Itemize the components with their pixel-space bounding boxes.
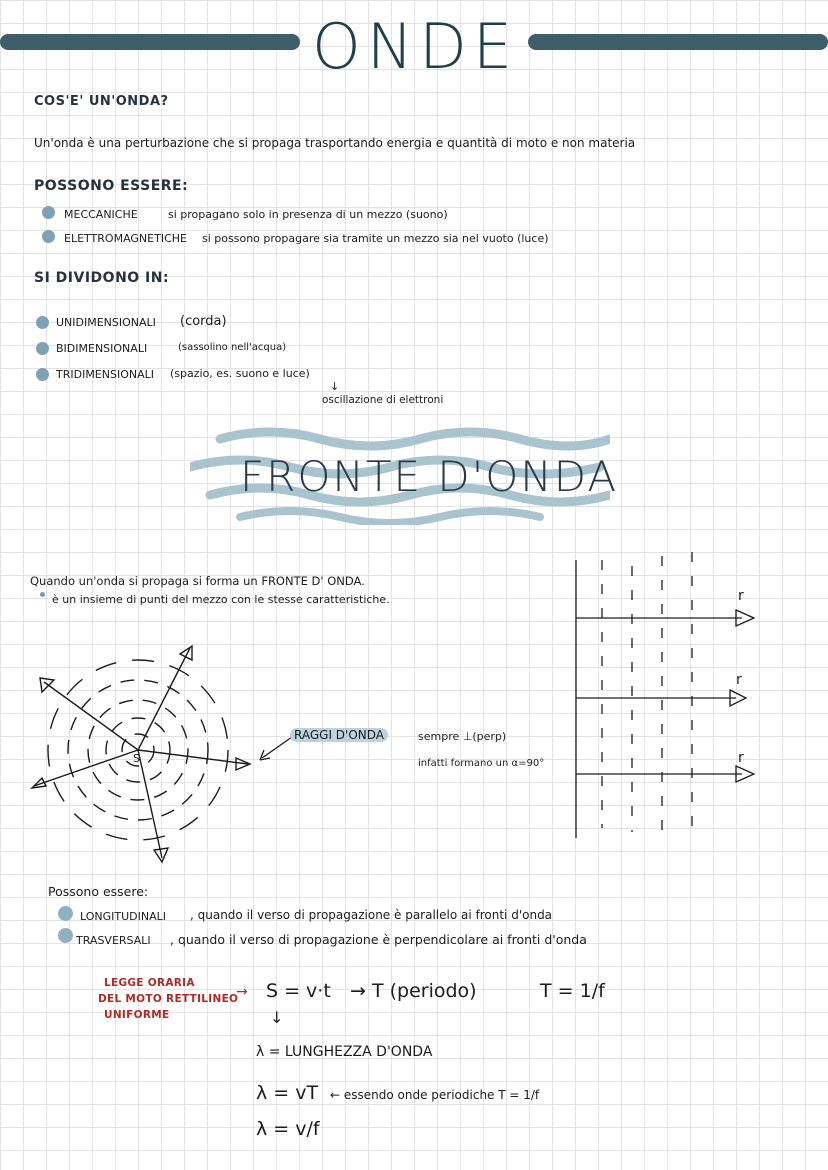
ray-label-2: r: [736, 672, 742, 688]
ray-label-3: r: [738, 750, 744, 766]
law-formula: S = v·t: [266, 980, 331, 1002]
wave-desc-transversal: , quando il verso di propagazione è perpendicolare ai fronti d'onda: [170, 932, 587, 947]
rays-note: sempre ⊥(perp): [418, 730, 507, 743]
dim-label-bi: BIDIMENSIONALI: [56, 342, 148, 355]
law-label-line2: DEL MOTO RETTILINEO: [98, 993, 239, 1005]
dim-desc-bi: (sassolino nell'acqua): [178, 342, 287, 353]
ray-label-1: r: [738, 588, 744, 604]
wavefront-title: FRONTE D'ONDA: [240, 452, 619, 501]
type-desc-mechanical: si propagano solo in presenza di un mezzo (suono): [168, 208, 448, 221]
types-heading: POSSONO ESSERE:: [34, 178, 189, 194]
wave-label-transversal: TRASVERSALI: [76, 934, 151, 947]
dim-desc-tri: (spazio, es. suono e luce): [170, 367, 310, 380]
dim-label-uni: UNIDIMENSIONALI: [56, 316, 156, 329]
plane-wave-diagram: [570, 548, 790, 848]
type-label-mechanical: MECCANICHE: [64, 208, 138, 221]
rays-note2: infatti formano un α=90°: [418, 758, 545, 769]
law-label-line3: UNIFORME: [104, 1009, 170, 1021]
bullet-dot: [36, 368, 49, 381]
arrow-down-icon: ↓: [330, 380, 340, 393]
type-label-electromagnetic: ELETTROMAGNETICHE: [64, 232, 187, 245]
bullet-dot: [36, 316, 49, 329]
dim-note: oscillazione di elettroni: [322, 394, 444, 406]
wave-label-longitudinal: LONGITUDINALI: [80, 910, 167, 923]
arrow-down-icon: ↓: [270, 1008, 284, 1027]
bullet-dot: [58, 928, 73, 943]
bullet-small-dot: [40, 592, 45, 597]
dimensions-heading: SI DIVIDONO IN:: [34, 270, 170, 286]
lambda-formula2: λ = v/f: [256, 1118, 320, 1140]
lambda-formula1: λ = vT: [256, 1082, 319, 1104]
bullet-dot: [36, 342, 49, 355]
t-formula: T = 1/f: [540, 980, 605, 1002]
type-desc-electromagnetic: si possono propagare sia tramite un mezzo sia nel vuoto (luce): [202, 232, 549, 245]
law-label-line1: LEGGE ORARIA: [104, 977, 195, 989]
lambda-definition: λ = LUNGHEZZA D'ONDA: [256, 1044, 433, 1060]
title-bar-right: [528, 34, 828, 50]
bullet-dot: [42, 206, 55, 219]
source-label: S: [133, 752, 140, 765]
dim-label-tri: TRIDIMENSIONALI: [56, 368, 155, 381]
period-text: → T (periodo): [350, 980, 477, 1002]
spherical-wave-diagram: [20, 640, 270, 870]
question-heading: COS'E' UN'ONDA?: [34, 94, 169, 109]
title-bar-left: [0, 34, 300, 50]
page-title: ONDE: [311, 10, 519, 83]
dim-desc-uni: (corda): [180, 314, 227, 329]
rays-label-text: RAGGI D'ONDA: [290, 728, 388, 742]
waves-heading: Possono essere:: [48, 884, 149, 899]
rays-label: [290, 728, 388, 742]
bullet-dot: [42, 230, 55, 243]
lambda-formula1-note: ← essendo onde periodiche T = 1/f: [330, 1088, 540, 1102]
definition-text: Un'onda è una perturbazione che si propaga trasportando energia e quantità di moto e non materia: [34, 136, 636, 150]
wave-desc-longitudinal: , quando il verso di propagazione è parallelo ai fronti d'onda: [190, 908, 553, 922]
arrow-right-icon: →: [236, 984, 248, 1000]
wavefront-line1: Quando un'onda si propaga si forma un FRONTE D' ONDA.: [30, 574, 365, 588]
bullet-dot: [58, 906, 73, 921]
wavefront-line2: è un insieme di punti del mezzo con le stesse caratteristiche.: [52, 593, 390, 606]
